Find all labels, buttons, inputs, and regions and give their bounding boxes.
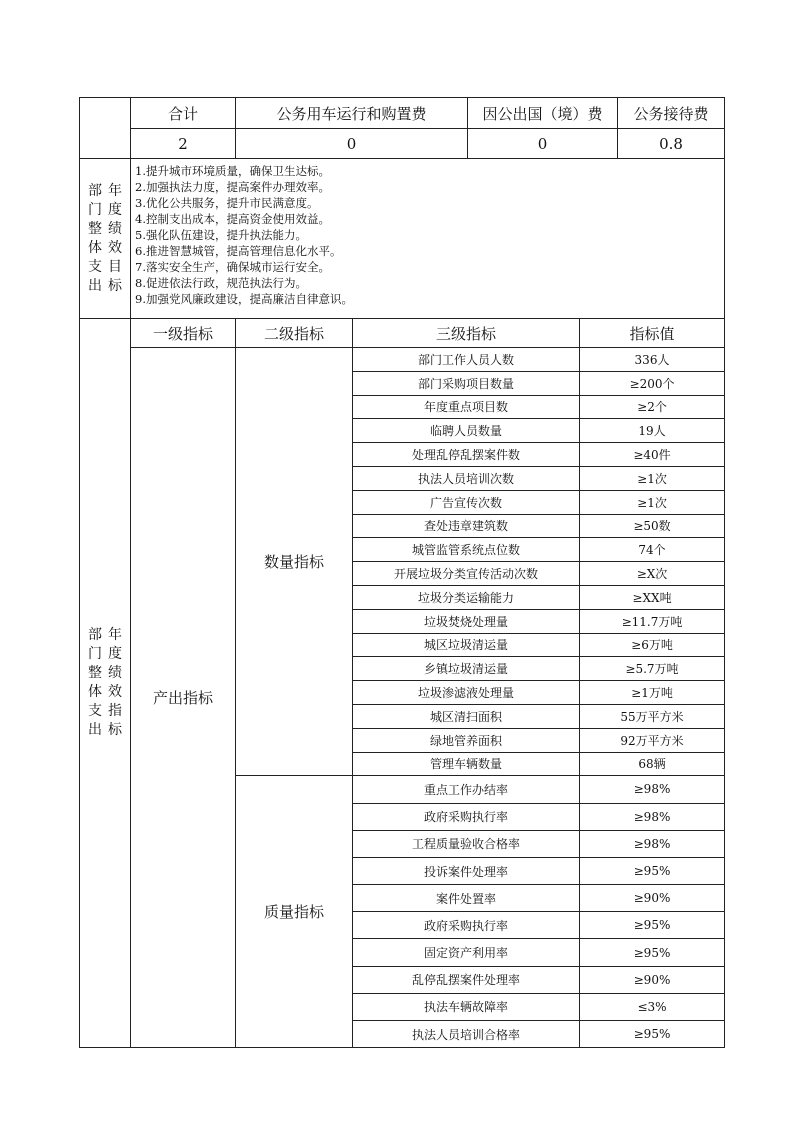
indicator-value: 74个 <box>580 538 725 562</box>
indicator-name: 管理车辆数量 <box>353 752 580 776</box>
budget-header-abroad: 因公出国（境）费 <box>468 98 618 129</box>
goals-label-char: 门 <box>88 201 102 218</box>
indicators-label-char: 整 <box>88 665 102 682</box>
indicator-name: 处理乱停乱摆案件数 <box>353 443 580 467</box>
goals-label-char: 标 <box>108 277 122 294</box>
indicator-value: ≥1次 <box>580 490 725 514</box>
indicators-label-char: 标 <box>108 722 122 739</box>
quantity-level2-cell: 数量指标 <box>236 348 353 776</box>
indicator-value: ≥XX吨 <box>580 585 725 609</box>
indicator-name: 工程质量验收合格率 <box>353 830 580 857</box>
header-level1: 一级指标 <box>131 319 236 348</box>
indicator-name: 案件处置率 <box>353 885 580 912</box>
indicator-name: 年度重点项目数 <box>353 395 580 419</box>
indicator-name: 垃圾渗滤液处理量 <box>353 681 580 705</box>
indicator-name: 乱停乱摆案件处理率 <box>353 966 580 993</box>
budget-header-total: 合计 <box>131 98 236 129</box>
goals-label-char: 出 <box>88 277 102 294</box>
indicators-label <box>80 319 131 1048</box>
indicator-name: 查处违章建筑数 <box>353 514 580 538</box>
goals-label-char: 支 <box>88 258 102 275</box>
indicator-name: 固定资产利用率 <box>353 939 580 966</box>
indicator-name: 政府采购执行率 <box>353 803 580 830</box>
goal-item: 4.控制支出成本，提高资金使用效益。 <box>135 212 330 226</box>
goals-label-char: 部 <box>88 182 102 199</box>
indicator-value: ≥98% <box>580 803 725 830</box>
indicator-value: ≥11.7万吨 <box>580 609 725 633</box>
indicators-label-char: 支 <box>88 703 102 720</box>
indicator-name: 部门工作人员人数 <box>353 348 580 372</box>
header-value: 指标值 <box>580 319 725 348</box>
indicator-value: 55万平方米 <box>580 704 725 728</box>
goal-item: 9.加强党风廉政建设，提高廉洁自律意识。 <box>135 292 353 306</box>
goals-list <box>131 159 725 319</box>
goals-table <box>79 158 725 319</box>
budget-value-abroad: 0 <box>468 129 618 159</box>
indicator-name: 垃圾分类运输能力 <box>353 585 580 609</box>
indicator-name: 投诉案件处理率 <box>353 857 580 884</box>
indicator-name: 广告宣传次数 <box>353 490 580 514</box>
budget-table <box>79 97 725 159</box>
indicator-value: ≥95% <box>580 939 725 966</box>
indicator-value: ≥90% <box>580 966 725 993</box>
indicator-value: ≥95% <box>580 912 725 939</box>
indicator-name: 乡镇垃圾清运量 <box>353 657 580 681</box>
budget-value-total: 2 <box>131 129 236 159</box>
indicator-name: 执法人员培训合格率 <box>353 1021 580 1048</box>
indicator-value: ≥5.7万吨 <box>580 657 725 681</box>
quality-level2-cell: 质量指标 <box>236 776 353 1048</box>
table-row <box>80 348 725 372</box>
indicators-body <box>80 319 725 1048</box>
goal-item: 6.推进智慧城管，提高管理信息化水平。 <box>135 244 342 258</box>
indicator-name: 部门采购项目数量 <box>353 371 580 395</box>
indicator-value: ≥6万吨 <box>580 633 725 657</box>
indicator-value: ≤3% <box>580 993 725 1020</box>
goals-label-char: 绩 <box>108 220 122 237</box>
goal-item: 8.促进依法行政，规范执法行为。 <box>135 276 307 290</box>
goals-label-char: 效 <box>108 239 122 256</box>
indicators-label-char: 效 <box>108 684 122 701</box>
indicator-value: ≥1次 <box>580 466 725 490</box>
indicator-value: ≥98% <box>580 830 725 857</box>
indicator-value: ≥95% <box>580 857 725 884</box>
indicator-value: ≥2个 <box>580 395 725 419</box>
indicator-value: ≥90% <box>580 885 725 912</box>
indicators-label-char: 出 <box>88 722 102 739</box>
indicators-label-char: 体 <box>88 684 102 701</box>
indicators-label-char: 度 <box>108 646 122 663</box>
indicators-label-char: 门 <box>88 646 102 663</box>
goals-label-char: 整 <box>88 220 102 237</box>
budget-blank-cell <box>80 98 131 159</box>
indicators-table <box>79 318 725 1048</box>
indicator-name: 重点工作办结率 <box>353 776 580 803</box>
goal-item: 7.落实安全生产，确保城市运行安全。 <box>135 260 330 274</box>
indicator-value: ≥40件 <box>580 443 725 467</box>
indicator-name: 城区垃圾清运量 <box>353 633 580 657</box>
goals-label-char: 体 <box>88 239 102 256</box>
indicator-value: 68辆 <box>580 752 725 776</box>
budget-header-reception: 公务接待费 <box>618 98 725 129</box>
indicator-name: 城管监管系统点位数 <box>353 538 580 562</box>
indicator-name: 垃圾焚烧处理量 <box>353 609 580 633</box>
indicator-name: 绿地管养面积 <box>353 728 580 752</box>
goal-item: 1.提升城市环境质量，确保卫生达标。 <box>135 164 330 178</box>
budget-value-vehicle: 0 <box>236 129 468 159</box>
indicator-name: 执法人员培训次数 <box>353 466 580 490</box>
indicator-value: ≥95% <box>580 1021 725 1048</box>
indicators-label-char: 部 <box>88 627 102 644</box>
indicators-label-char: 绩 <box>108 665 122 682</box>
indicator-name: 临聘人员数量 <box>353 419 580 443</box>
indicator-name: 城区清扫面积 <box>353 704 580 728</box>
goal-item: 2.加强执法力度，提高案件办理效率。 <box>135 180 330 194</box>
indicator-value: ≥X次 <box>580 562 725 586</box>
indicator-name: 开展垃圾分类宣传活动次数 <box>353 562 580 586</box>
indicators-label-char: 年 <box>108 627 122 644</box>
goals-label-char: 目 <box>108 258 122 275</box>
goals-label-char: 度 <box>108 201 122 218</box>
indicator-value: ≥1万吨 <box>580 681 725 705</box>
indicator-value: ≥98% <box>580 776 725 803</box>
indicator-value: ≥200个 <box>580 371 725 395</box>
header-level2: 二级指标 <box>236 319 353 348</box>
header-level3: 三级指标 <box>353 319 580 348</box>
indicator-value: ≥50数 <box>580 514 725 538</box>
indicator-name: 执法车辆故障率 <box>353 993 580 1020</box>
indicators-label-char: 指 <box>108 703 122 720</box>
indicator-value: 92万平方米 <box>580 728 725 752</box>
budget-value-reception: 0.8 <box>618 129 725 159</box>
budget-header-vehicle: 公务用车运行和购置费 <box>236 98 468 129</box>
indicator-value: 19人 <box>580 419 725 443</box>
goals-label-char: 年 <box>108 182 122 199</box>
goal-item: 5.强化队伍建设，提升执法能力。 <box>135 228 307 242</box>
goals-label <box>80 159 131 319</box>
indicator-name: 政府采购执行率 <box>353 912 580 939</box>
indicator-value: 336人 <box>580 348 725 372</box>
goal-item: 3.优化公共服务，提升市民满意度。 <box>135 196 319 210</box>
level1-cell: 产出指标 <box>131 348 236 1048</box>
